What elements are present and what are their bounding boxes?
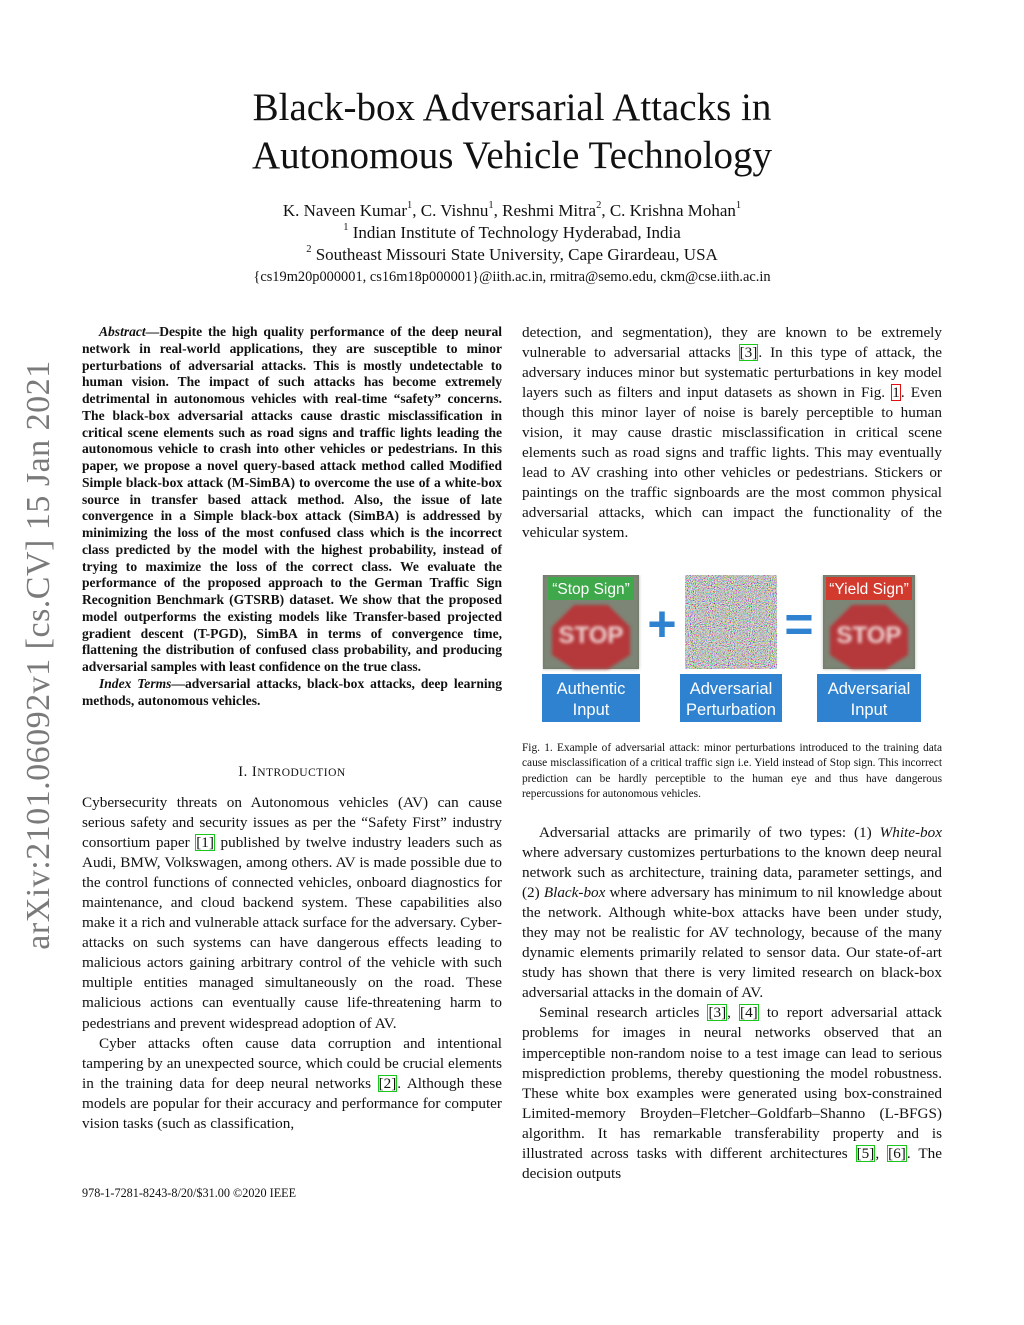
- noise-pattern: [685, 575, 777, 669]
- paragraph: detection, and segmentation), they are known to be extremely vulnerable to adversarial attacks [3]. In this type of attack, the adversary induces minor but systematic perturbations in key model layers such as filters and input datasets as shown in Fig. 1. Even though this minor layer of noise is barely perceptible to human vision, it may cause drastic misclassification in critical scene elements such as road signs and traffic lights. This may eventually lead to AV crashing into other vehicles or pedestrians. Stickers or paintings on the traffic signboards are the most common physical adversarial attacks, which can impact the functionality of the vehicular system.: [522, 324, 942, 542]
- citation-link[interactable]: [3]: [739, 344, 758, 362]
- svg-text:Authentic: Authentic: [556, 680, 626, 698]
- plus-icon: +: [647, 596, 677, 652]
- citation-link[interactable]: [1]: [196, 834, 214, 852]
- title-line-1: Black-box Adversarial Attacks in: [252, 86, 772, 129]
- figure-1-adversarial-example: [542, 575, 924, 723]
- svg-text:Adversarial: Adversarial: [827, 680, 911, 698]
- svg-text:Input: Input: [850, 701, 888, 719]
- paper-title: [0, 84, 1024, 180]
- adversarial-input-panel: [817, 575, 921, 722]
- arxiv-watermark: arXiv:2101.06092v1 [cs.CV] 15 Jan 2021: [20, 360, 57, 950]
- author-name: Reshmi Mitra: [502, 201, 597, 220]
- svg-text:Input: Input: [572, 701, 610, 719]
- svg-text:Perturbation: Perturbation: [686, 701, 776, 719]
- svg-text:Adversarial: Adversarial: [689, 680, 773, 698]
- equals-icon: =: [784, 596, 814, 652]
- abstract-label: Abstract: [99, 324, 146, 339]
- index-terms-label: Index Terms: [99, 675, 172, 691]
- citation-link[interactable]: [5]: [856, 1144, 875, 1162]
- affiliation-2: $^2$ Southeast Missouri State University, Cape Girardeau, USA: [306, 244, 718, 264]
- citation-link[interactable]: [4]: [740, 1004, 758, 1022]
- right-column-body-top: [522, 323, 942, 544]
- index-terms-text: —adversarial attacks, black-box attacks, deep learning methods, autonomous vehicles.: [82, 675, 502, 708]
- figure-1-caption: Fig. 1. Example of adversarial attack: minor perturbations introduced to the training data cause misclassification of a critical traffic sign i.e. Yield instead of Stop sign. This incorrect prediction can be hardly perceptible to the human eye and thus have dangerous repercussions for autonomous vehicles.: [522, 742, 942, 800]
- citation-link[interactable]: [3]: [708, 1004, 727, 1022]
- author-names: K. Naveen Kumar$^1$, C. Vishnu$^1$, Reshmi Mitra$^2$, C. Krishna Mohan$^1$: [282, 200, 742, 220]
- svg-text:STOP: STOP: [836, 622, 902, 649]
- author-name: C. Vishnu: [420, 201, 489, 220]
- affiliation-1: $^1$ Indian Institute of Technology Hyderabad, India: [343, 222, 681, 242]
- paragraph: Seminal research articles [3], [4] to report adversarial attack problems for images in neural networks observed that an imperceptible non-random noise to a test image can lead to serious misprediction problems, thereby questioning the model robustness. These white box examples were generated using box-constrained Limited-memory Broyden–Fletcher–Goldfarb–Shanno (L-BFGS) algorithm. It has remarkable transferability property and is illustrated across tasks with different architectures [5], [6]. The decision outputs: [522, 1004, 942, 1182]
- title-line-2: Autonomous Vehicle Technology: [251, 134, 773, 177]
- abstract: [82, 324, 502, 709]
- yield-sign-label: “Yield Sign”: [829, 581, 909, 598]
- abstract-text: —Despite the high quality performance of the deep neural network in real-world applications, they are susceptible to minor perturbations of adversarial attacks. This is mostly undetectable to human vision. The impact of such attacks has become extremely detrimental in autonomous vehicles with real-time “safety” concerns. The black-box adversarial attacks cause drastic misclassification in critical scene elements such as road signs and traffic lights leading the autonomous vehicle to crash into other vehicles or pedestrians. In this paper, we propose a novel query-based attack method called Modified Simple black-box attack (M-SimBA) to overcome the use of a white-box source in transfer based attack method. Also, the issue of late convergence in a Simple black-box attack (SimBA) is addressed by minimizing the loss of the most confused class which is the incorrect class predicted by the model with the highest probability, instead of trying to maximize the loss of the correct class. We evaluate the performance of the proposed approach to the German Traffic Sign Recognition Benchmark (GTSRB) dataset. We show that the proposed model outperforms the existing models like Transfer-based projected gradient descent (T-PGD), SimBA in terms of convergence time, flattening the distribution of confused class probability, and producing adversarial samples with least confidence on the true class.: [82, 324, 502, 674]
- author-name: K. Naveen Kumar: [282, 201, 407, 220]
- section-heading-introduction: I. INTRODUCTION: [238, 764, 346, 780]
- citation-link[interactable]: [2]: [378, 1074, 397, 1092]
- paragraph: Cyber attacks often cause data corruption and intentional tampering by an unexpected source, which could be crucial elements in the training data for deep neural networks [2]. Although these models are popular for their accuracy and performance for computer vision tasks (such as classification,: [82, 1034, 503, 1132]
- citation-link[interactable]: [6]: [888, 1144, 906, 1162]
- author-block: [0, 200, 1024, 288]
- stop-sign-label: “Stop Sign”: [552, 581, 630, 598]
- paragraph: Cybersecurity threats on Autonomous vehicles (AV) can cause serious safety and security issues as per the “Safety First” industry consortium paper [1] published by twelve industry leaders such as Audi, BMW, Volkswagen, among others. AV is made possible due to the control functions of connected vehicles, onboard diagnostics for maintenance, and cloud backend system. These capabilities also make it a rich and vulnerable attack surface for the adversary. Cyber-attacks on such systems can have dangerous effects leading to malicious actors gaining arbitrary control of the vehicle with such multiple entities managed simultaneously on the road. These malicious actions can eventually cause life-threatening harm to pedestrians and prevent widespread adoption of AV.: [82, 794, 502, 1032]
- adversarial-perturbation-panel: [680, 575, 782, 722]
- author-name: C. Krishna Mohan: [609, 201, 736, 220]
- copyright-footer: 978-1-7281-8243-8/20/$31.00 ©2020 IEEE: [82, 1186, 297, 1200]
- left-column-body: [82, 793, 502, 1134]
- paragraph: Adversarial attacks are primarily of two types: (1) White-box where adversary customizes perturbations to the known deep neural network such as architecture, training data, parameter settings, and (2) Black-box where adversary has minimum to nil knowledge about the network. Although white-box attacks have been under study, they may not be realistic for AV technology, because of the many dynamic elements primarily related to sensor data. Our state-of-art study has shown that there is very limited research on black-box adversarial attacks in the domain of AV.: [522, 824, 942, 1002]
- author-emails: {cs19m20p000001, cs16m18p000001}@iith.ac.in, rmitra@semo.edu, ckm@cse.iith.ac.in: [253, 269, 771, 285]
- authentic-input-panel: [542, 575, 640, 722]
- svg-text:STOP: STOP: [558, 622, 624, 649]
- figure-reference-link[interactable]: 1: [892, 384, 900, 402]
- right-column-body-bottom: [522, 823, 942, 1184]
